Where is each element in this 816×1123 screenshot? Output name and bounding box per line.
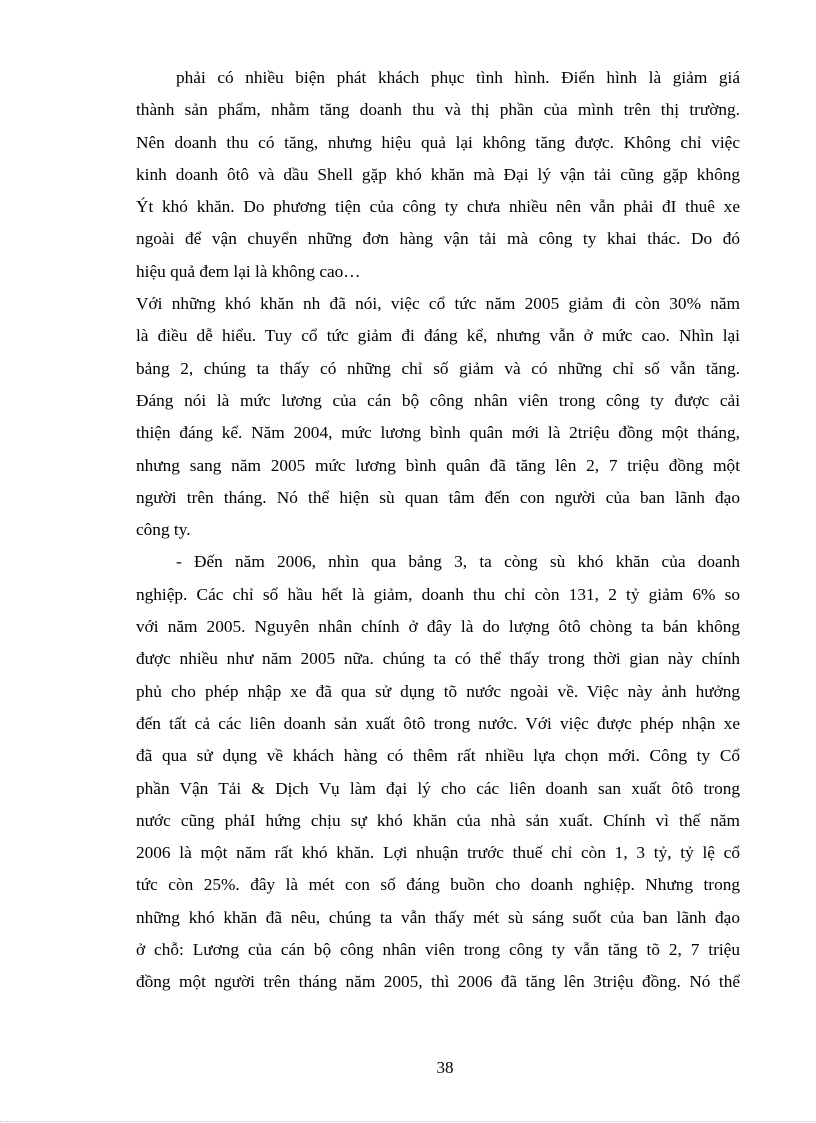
- text-line: Đáng nói là mức lương của cán bộ công nhân viên trong công ty được cải: [136, 390, 740, 410]
- text-line: những khó khăn đã nêu, chúng ta vẫn thấy mét sù sáng suốt của ban lãnh đạo: [136, 907, 740, 927]
- text-line: với năm 2005. Nguyên nhân chính ở đây là do lượng ôtô chòng ta bán không: [136, 617, 740, 637]
- text-line: phải có nhiều biện phát khách phục tình hình. Điển hình là giảm giá: [176, 68, 740, 87]
- text-line: người trên tháng. Nó thể hiện sù quan tâm đến con người của ban lãnh đạo: [136, 487, 740, 507]
- text-line: Ýt khó khăn. Do phương tiện của công ty chưa nhiều nên vẫn phải đI thuê xe: [136, 197, 740, 217]
- text-line: 2006 là một năm rất khó khăn. Lợi nhuận trước thuế chỉ còn 1, 3 tỷ, tỷ lệ cổ: [136, 843, 740, 863]
- text-line: thiện đáng kể. Năm 2004, mức lương bình quân mới là 2triệu đồng một tháng,: [136, 423, 740, 443]
- text-line: bảng 2, chúng ta thấy có những chỉ số giảm và có những chỉ số vẫn tăng.: [136, 358, 740, 378]
- text-line: - Đến năm 2006, nhìn qua bảng 3, ta còng sù khó khăn của doanh: [176, 552, 740, 572]
- text-line: hiệu quả đem lại là không cao…: [136, 261, 361, 281]
- page-bottom-divider: [0, 1121, 816, 1122]
- text-line: kinh doanh ôtô và dầu Shell gặp khó khăn mà Đại lý vận tải cũng gặp không: [136, 164, 740, 184]
- text-line: công ty.: [136, 520, 191, 540]
- text-line: đã qua sử dụng về khách hàng có thêm rất nhiều lựa chọn mới. Công ty Cổ: [136, 746, 740, 766]
- text-line: nghiệp. Các chỉ số hầu hết là giảm, doanh thu chỉ còn 131, 2 tỷ giảm 6% so: [136, 584, 740, 604]
- text-line: đến tất cả các liên doanh sản xuất ôtô trong nước. Với việc được phép nhận xe: [136, 713, 740, 733]
- text-line: được nhiều như năm 2005 nữa. chúng ta có thể thấy trong thời gian này chính: [136, 649, 740, 669]
- text-line: nhưng sang năm 2005 mức lương bình quân đã tăng lên 2, 7 triệu đồng một: [136, 455, 740, 475]
- text-line: phần Vận Tải & Dịch Vụ làm đại lý cho các liên doanh san xuất ôtô trong: [136, 778, 740, 798]
- text-line: đồng một người trên tháng năm 2005, thì 2006 đã tăng lên 3triệu đồng. Nó thể: [136, 972, 740, 992]
- text-line: tức còn 25%. đây là mét con số đáng buồn cho doanh nghiệp. Nhưng trong: [136, 875, 740, 895]
- text-line: nước cũng phảI hứng chịu sự khó khăn của nhà sản xuất. Chính vì thế năm: [136, 810, 740, 830]
- text-line: thành sản phẩm, nhằm tăng doanh thu và thị phần của mình trên thị trường.: [136, 100, 740, 120]
- text-line: Với những khó khăn nh đã nói, việc cổ tức năm 2005 giảm đi còn 30% năm: [136, 294, 740, 314]
- text-line: Nên doanh thu có tăng, nhưng hiệu quả lại không tăng được. Không chỉ việc: [136, 132, 740, 152]
- text-line: ở chỗ: Lương của cán bộ công nhân viên trong công ty vẫn tăng tõ 2, 7 triệu: [136, 940, 740, 960]
- text-line: là điều dễ hiểu. Tuy cổ tức giảm đi đáng kể, nhưng vẫn ở mức cao. Nhìn lại: [136, 326, 740, 346]
- text-line: phủ cho phép nhập xe đã qua sử dụng tõ nước ngoài về. Việc này ảnh hưởng: [136, 681, 740, 701]
- text-line: ngoài để vận chuyển những đơn hàng vận tải mà công ty khai thác. Do đó: [136, 229, 740, 249]
- page-number: 38: [436, 1058, 454, 1077]
- body-text: [136, 62, 740, 999]
